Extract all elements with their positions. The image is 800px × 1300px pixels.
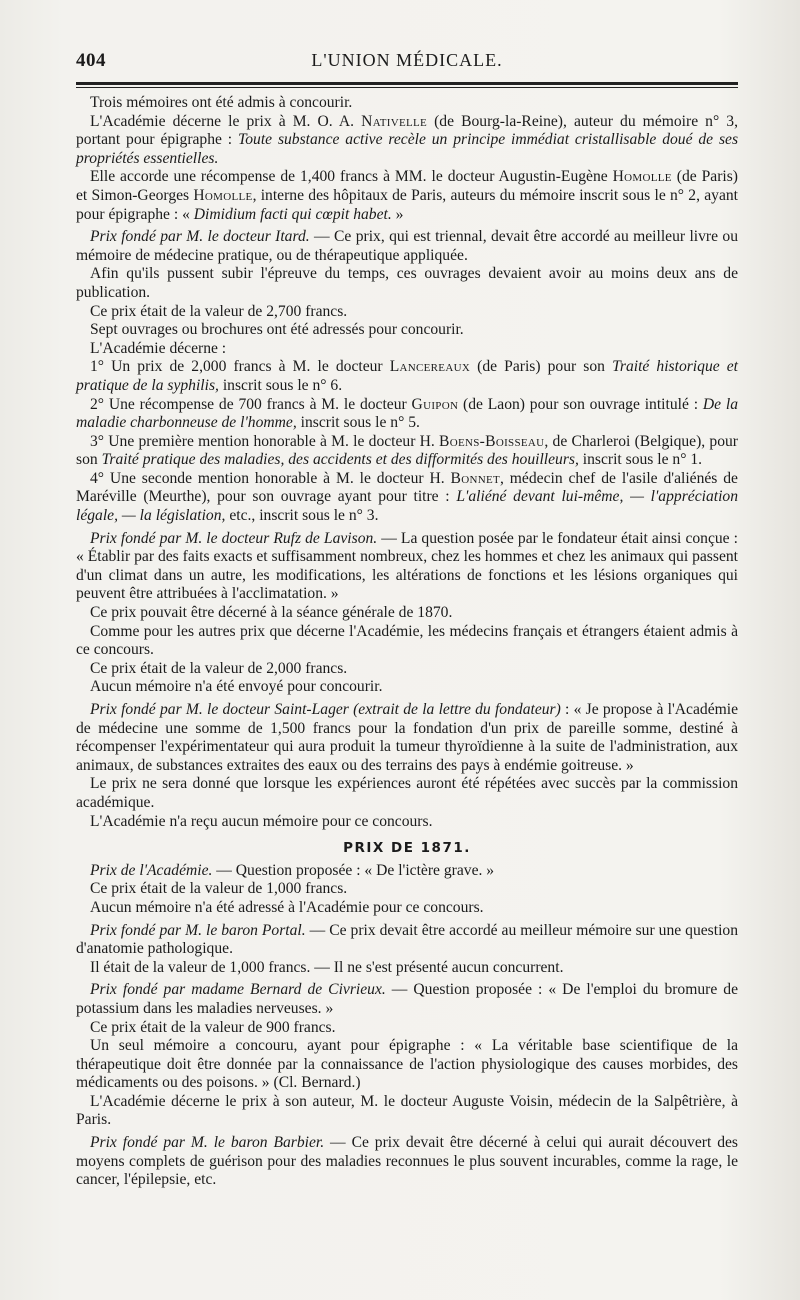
paragraph <box>76 1093 738 1130</box>
paragraph <box>76 899 738 918</box>
text-run: — Question proposée : « De l'ictère grave. » <box>212 861 495 879</box>
text-run: : « Je propose à l'Académie de médecine une somme de 1,500 francs pour la fondation d'un prix de pareille somme, destiné à récompenser l'expérimentateur qui aura produit la tumeur thyroïdienne à la suite de l'administration, aux animaux, de substances extraites des eaux ou des terrains des pays à endémie goitreuse. » <box>76 701 739 774</box>
text-run: L'Académie décerne le prix à M. O. A. <box>90 112 362 130</box>
small-caps-name: Guipon <box>411 395 459 413</box>
small-caps-name: Bonnet <box>450 469 500 487</box>
paragraph <box>76 813 738 832</box>
text-run: L'Académie n'a reçu aucun mémoire pour ce concours. <box>90 812 433 830</box>
italic-text: De la maladie charbonneuse de l'homme, <box>76 395 738 432</box>
text-run: Trois mémoires ont été admis à concourir. <box>90 94 353 111</box>
paragraph <box>76 303 738 322</box>
text-run: 3° Une première mention honorable à M. le docteur H. <box>90 432 440 450</box>
paragraph <box>76 623 738 660</box>
paragraph <box>76 433 738 470</box>
text-run: , interne des hôpitaux de Paris, auteurs du mémoire inscrit sous le n° 2, ayant pour épigraphe : « <box>76 186 739 223</box>
page-header <box>76 44 738 78</box>
paragraph <box>76 959 738 978</box>
text-run: Aucun mémoire n'a été envoyé pour concourir. <box>90 678 383 696</box>
italic-text: Prix de l'Académie. <box>90 861 213 879</box>
running-title: L'UNION MÉDICALE. <box>311 50 503 70</box>
text-run: Ce prix était de la valeur de 900 francs. <box>90 1018 336 1036</box>
text-run: Il était de la valeur de 1,000 francs. — Il ne s'est présenté aucun concurrent. <box>90 958 564 976</box>
paragraph <box>76 94 738 113</box>
paragraph <box>76 265 738 302</box>
paragraph <box>76 880 738 899</box>
text-run: — Ce prix, qui est triennal, devait être accordé au meilleur livre ou mémoire de médecine pratique, ou de thérapeutique appliquée. <box>76 228 738 264</box>
text-run: inscrit sous le n° 6. <box>218 376 343 394</box>
paragraph <box>76 775 738 812</box>
text-run: , médecin chef de l'asile d'aliénés de Maréville (Meurthe), pour son ouvrage ayant pour titre : <box>76 469 738 506</box>
italic-text: Prix fondé par M. le docteur Saint-Lager (extrait de la lettre du fondateur) <box>90 701 561 718</box>
text-run: Ce prix pouvait être décerné à la séance générale de 1870. <box>90 604 453 622</box>
header-rule <box>76 82 738 85</box>
paragraph <box>76 981 738 1018</box>
text-run: (de Bourg-la-Reine), auteur du mémoire n° 3, portant pour épigraphe : <box>76 112 738 149</box>
text-run: — Question proposée : « De l'emploi du bromure de potassium dans les maladies nerveuses. » <box>76 981 739 1017</box>
italic-text: L'aliéné devant lui-même, — l'appréciation légale, — la législation, <box>76 488 738 525</box>
text-run: Aucun mémoire n'a été adressé à l'Académie pour ce concours. <box>90 898 484 916</box>
paragraph <box>76 113 738 169</box>
text-run: — La question posée par le fondateur était ainsi conçue : « Établir par des faits exacts et suffisamment nombreux, chez les hommes et chez les animaux qui passent d'un climat dans un autre, les modifications, les altérations de fonctions et les lésions organiques qui peuvent être attribuées à l'acclimatation. » <box>76 529 738 603</box>
text-run: (de Paris) et Simon-Georges <box>76 168 738 204</box>
text-run: Comme pour les autres prix que décerne l'Académie, les médecins français et étrangers étaient admis à ce concours. <box>76 622 738 659</box>
small-caps-name: Nativelle <box>361 112 428 130</box>
paragraph <box>76 530 738 604</box>
text-run: Ce prix était de la valeur de 1,000 francs. <box>90 880 348 898</box>
small-caps-name: Boens-Boisseau <box>439 432 545 450</box>
italic-text: Prix fondé par M. le docteur Itard. <box>90 228 310 246</box>
text-run: 4° Une seconde mention honorable à M. le docteur H. <box>90 469 451 487</box>
paragraph <box>76 678 738 697</box>
text-run: inscrit sous le n° 5. <box>296 414 420 432</box>
small-caps-name: Homolle <box>612 168 672 186</box>
text-run: Un seul mémoire a concouru, ayant pour épigraphe : « La véritable base scientifique de la thérapeutique doit être donnée par la connaissance de l'action physiologique des causes morbides, des médicaments ou des poisons. » (Cl. Bernard.) <box>76 1037 738 1092</box>
italic-text: Toute substance active recèle un principe immédiat cristallisable doué de ses propriétés essentielles. <box>76 131 739 167</box>
text-run: Ce prix était de la valeur de 2,000 francs. <box>90 659 348 677</box>
italic-text: Prix fondé par M. le baron Barbier. <box>90 1134 325 1152</box>
text-run: inscrit sous le n° 1. <box>578 451 703 469</box>
paragraph <box>76 604 738 623</box>
small-caps-name: Homolle <box>193 186 253 204</box>
italic-text: Prix fondé par M. le baron Portal. <box>90 921 306 939</box>
paragraph <box>76 228 738 265</box>
paragraph <box>76 470 738 526</box>
paragraph <box>76 701 738 775</box>
paragraph <box>76 321 738 340</box>
italic-text: Prix fondé par madame Bernard de Civrieux. <box>90 981 386 999</box>
text-run: Sept ouvrages ou brochures ont été adressés pour concourir. <box>90 321 464 339</box>
paragraph <box>76 1037 738 1093</box>
text-run: Ce prix était de la valeur de 2,700 francs. <box>90 302 348 320</box>
text-run: — Ce prix devait être accordé au meilleur mémoire sur une question d'anatomie pathologique. <box>76 921 738 958</box>
text-run: etc., inscrit sous le n° 3. <box>225 507 379 525</box>
document-body <box>76 94 738 1190</box>
small-caps-name: Lancereaux <box>389 358 471 376</box>
text-run: Le prix ne sera donné que lorsque les expériences auront été répétées avec succès par la commission académique. <box>76 775 738 811</box>
italic-text: Traité historique et pratique de la syphilis, <box>76 358 739 394</box>
paragraph <box>76 1019 738 1038</box>
text-run: (de Laon) pour son ouvrage intitulé : <box>458 395 703 413</box>
italic-text: Dimidium facti qui cœpit habet. <box>193 205 392 223</box>
text-run: » <box>391 205 404 223</box>
text-run: (de Paris) pour son <box>470 358 613 376</box>
text-run: 1° Un prix de 2,000 francs à M. le docteur <box>90 358 390 376</box>
paragraph <box>76 862 738 881</box>
text-run: — Ce prix devait être décerné à celui qui aurait découvert des moyens complets de guérison pour des maladies reconnues le plus souvent incurables, comme la rage, le cancer, l'épilepsie, etc. <box>76 1134 738 1189</box>
paragraph <box>76 168 738 224</box>
header-rule-thin <box>76 87 738 88</box>
paragraph <box>76 922 738 959</box>
text-run: L'Académie décerne le prix à son auteur, M. le docteur Auguste Voisin, médecin de la Salpêtrière, à Paris. <box>76 1092 738 1129</box>
text-run: 2° Une récompense de 700 francs à M. le docteur <box>90 395 412 413</box>
italic-text: Prix fondé par M. le docteur Rufz de Lavison. <box>90 529 378 547</box>
italic-text: Traité pratique des maladies, des accidents et des difformités des houilleurs, <box>101 451 579 469</box>
paragraph <box>76 340 738 359</box>
paragraph <box>76 396 738 433</box>
paragraph <box>76 358 738 395</box>
text-run: L'Académie décerne : <box>90 339 227 357</box>
section-heading: PRIX DE 1871. <box>343 840 471 857</box>
page-number: 404 <box>76 50 106 71</box>
text-run: Elle accorde une récompense de 1,400 francs à MM. le docteur Augustin-Eugène <box>90 168 613 186</box>
text-run: Afin qu'ils pussent subir l'épreuve du temps, ces ouvrages devaient avoir au moins deux ans de publication. <box>76 265 738 301</box>
text-run: , de Charleroi (Belgique), pour son <box>76 432 738 469</box>
paragraph <box>76 660 738 679</box>
paragraph <box>76 1134 738 1190</box>
